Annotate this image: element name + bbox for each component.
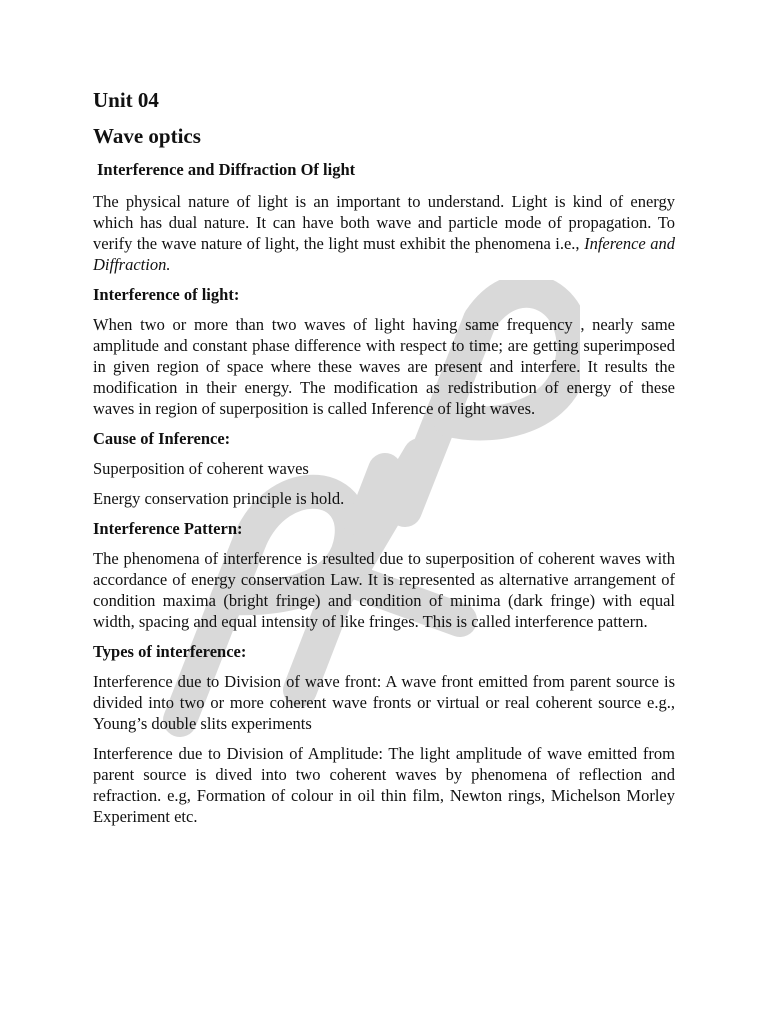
paragraph-interference-pattern: The phenomena of interference is resulted due to superposition of coherent waves with accordance of energy conservation Law. It is represented as alternative arrangement of condition maxima (bright fringe) and condition of minima (dark fringe) with equal width, spacing and equal intensity of like fringes. This is called interference pattern. xyxy=(93,549,675,631)
paragraph-division-of-wave-front: Interference due to Division of wave front: A wave front emitted from parent source is divided into two or more coherent wave fronts or virtual or real coherent source e.g., Young’s double slits experiments xyxy=(93,672,675,733)
paragraph-cause-energy-conservation: Energy conservation principle is hold. xyxy=(93,489,345,508)
chapter-title: Wave optics xyxy=(93,124,201,148)
document-page xyxy=(93,86,675,836)
section-heading-types-of-interference: Types of interference: xyxy=(93,642,247,661)
section-heading-interference-pattern: Interference Pattern: xyxy=(93,519,243,538)
section-heading-interference-of-light: Interference of light: xyxy=(93,285,240,304)
unit-title: Unit 04 xyxy=(93,88,159,112)
paragraph-cause-superposition: Superposition of coherent waves xyxy=(93,459,309,478)
paragraph-interference-of-light: When two or more than two waves of light having same frequency , nearly same amplitude and constant phase difference with respect to time; are getting superimposed in given region of space where these waves are present and interfere. It results the modification in their energy. The modification as redistribution of energy of these waves in region of superposition is called Inference of light waves. xyxy=(93,315,675,418)
intro-paragraph xyxy=(93,191,675,275)
paragraph-division-of-amplitude: Interference due to Division of Amplitude: The light amplitude of wave emitted from parent source is dived into two coherent waves by phenomena of reflection and refraction. e.g, Formation of colour in oil thin film, Newton rings, Michelson Morley Experiment etc. xyxy=(93,744,675,826)
intro-text: The physical nature of light is an important to understand. Light is kind of energy which has dual nature. It can have both wave and particle mode of propagation. To verify the wave nature of light, the light must exhibit the phenomena i.e., xyxy=(93,192,675,253)
section-heading-cause-of-inference: Cause of Inference: xyxy=(93,429,231,448)
intro-italic-text: Inference and Diffraction. xyxy=(93,234,676,274)
subtitle: Interference and Diffraction Of light xyxy=(97,160,356,179)
